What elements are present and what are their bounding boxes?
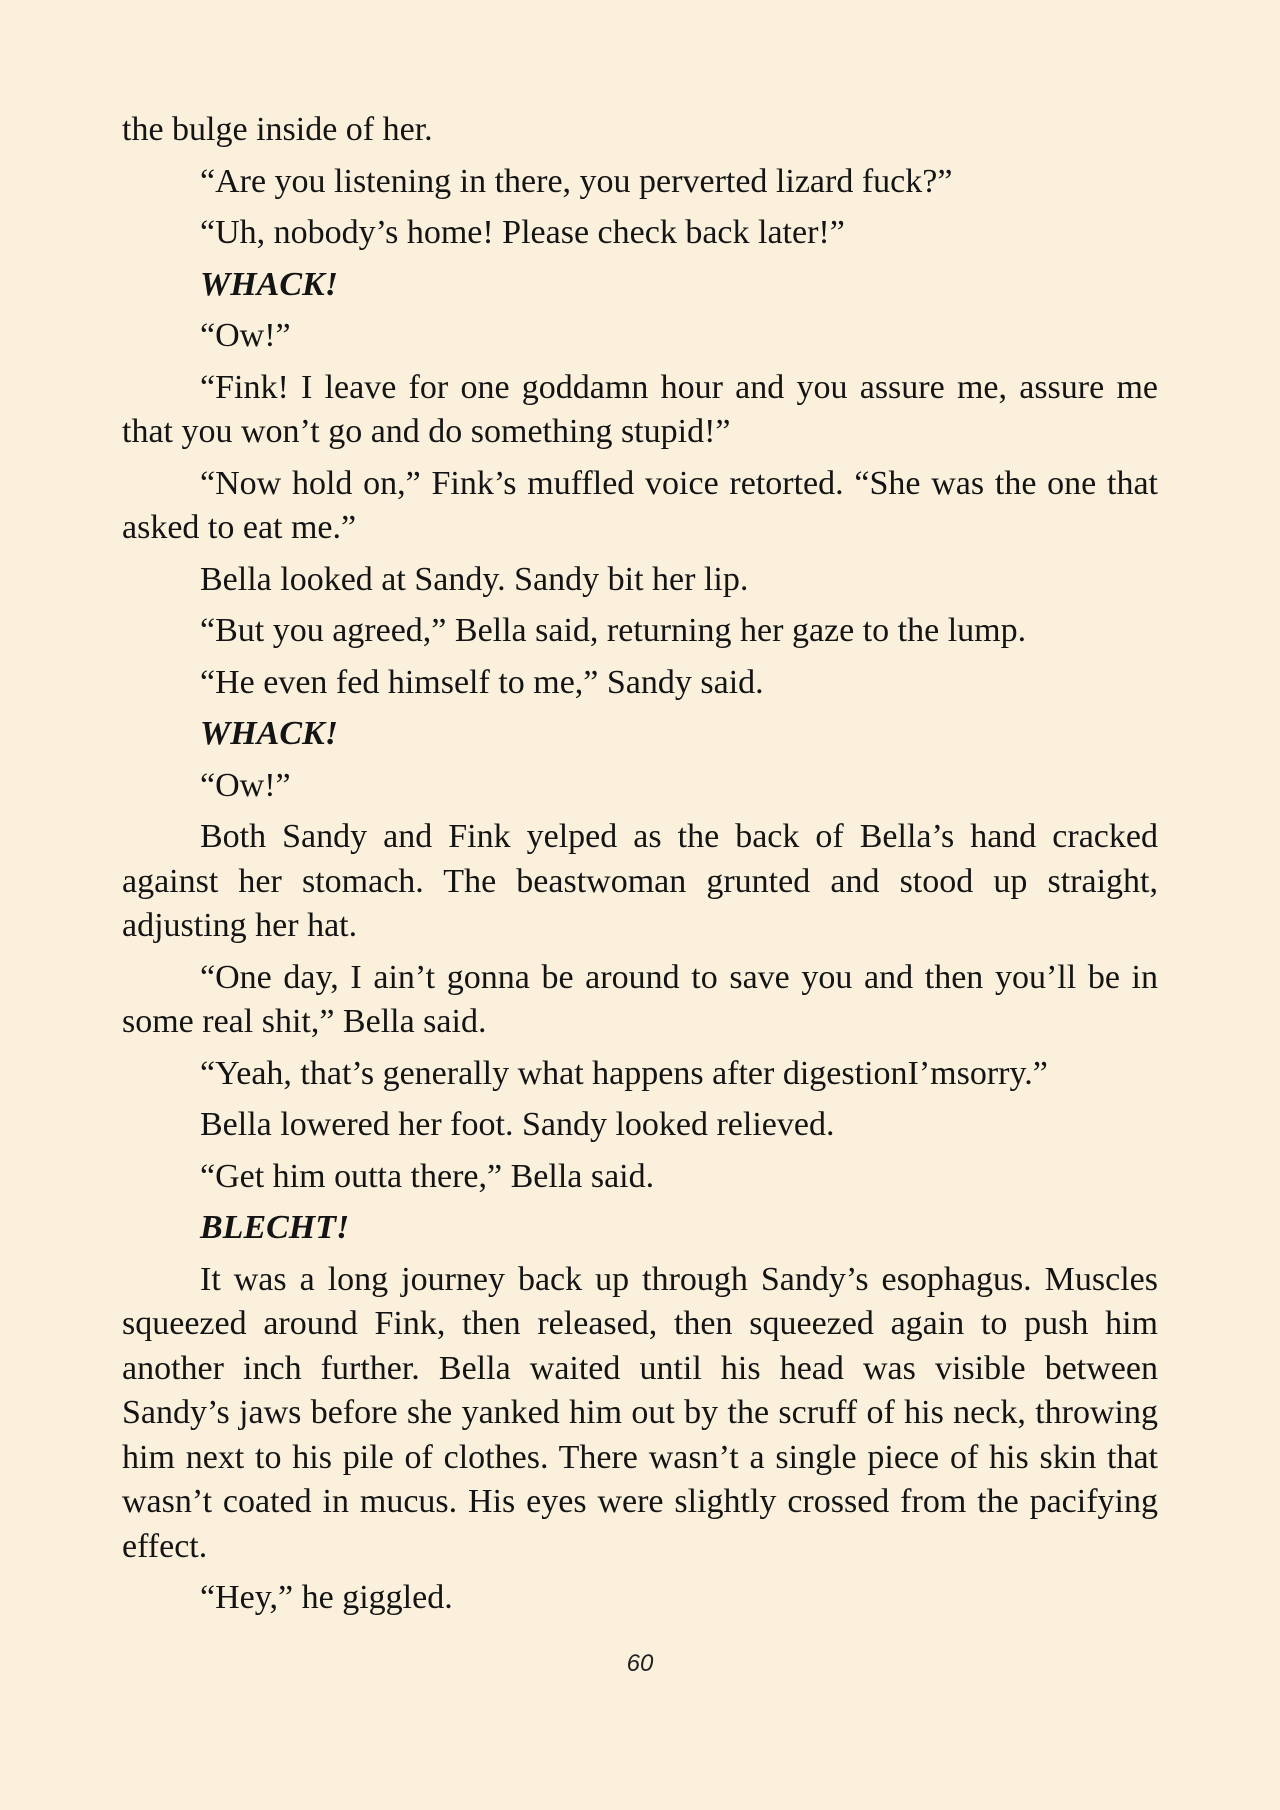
- paragraph-12: “Ow!”: [200, 766, 291, 804]
- paragraph-1: the bulge inside of her.: [122, 111, 433, 148]
- sound-effect-blecht: BLECHT!: [200, 1209, 350, 1246]
- paragraph-6: “Fink! I leave for one goddamn hour and you assure me, assure me that you won’t go and do something stupid!”: [122, 368, 1158, 450]
- paragraph-7: “Now hold on,” Fink’s muffled voice retorted. “She was the one that asked to eat me.”: [122, 464, 1158, 546]
- paragraph-3: “Uh, nobody’s home! Please check back later!”: [200, 214, 845, 251]
- paragraph-14: “One day, I ain’t gonna be around to save you and then you’ll be in some real shit,” Bella said.: [122, 958, 1158, 1040]
- paragraph-10: “He even fed himself to me,” Sandy said.: [200, 663, 764, 701]
- sound-effect-whack-1: WHACK!: [200, 265, 338, 303]
- paragraph-2: “Are you listening in there, you perverted lizard fuck?”: [200, 162, 953, 200]
- paragraph-8: Bella looked at Sandy. Sandy bit her lip.: [200, 560, 749, 598]
- paragraph-15: “Yeah, that’s generally what happens after digestionI’msorry.”: [200, 1054, 1048, 1092]
- paragraph-5: “Ow!”: [200, 317, 291, 354]
- paragraph-13: Both Sandy and Fink yelped as the back of Bella’s hand cracked against her stomach. The beastwoman grunted and stood up straight, adjusting her hat.: [122, 818, 1158, 944]
- paragraph-17: “Get him outta there,” Bella said.: [200, 1157, 655, 1195]
- sound-effect-whack-2: WHACK!: [200, 715, 338, 752]
- page-number: 60: [626, 1650, 654, 1677]
- paragraph-9: “But you agreed,” Bella said, returning her gaze to the lump.: [200, 612, 1027, 649]
- page-body: [122, 108, 1158, 1628]
- paragraph-19: It was a long journey back up through Sandy’s esophagus. Muscles squeezed around Fink, then released, then squeezed again to push him another inch further. Bella waited until his head was visible between Sandy’s jaws before she yanked him out by the scruff of his neck, throwing him next to his pile of clothes. There wasn’t a single piece of his skin that wasn’t coated in mucus. His eyes were slightly crossed from the pacifying effect.: [122, 1260, 1158, 1565]
- paragraph-20: “Hey,” he giggled.: [200, 1579, 453, 1616]
- paragraph-16: Bella lowered her foot. Sandy looked relieved.: [200, 1106, 835, 1143]
